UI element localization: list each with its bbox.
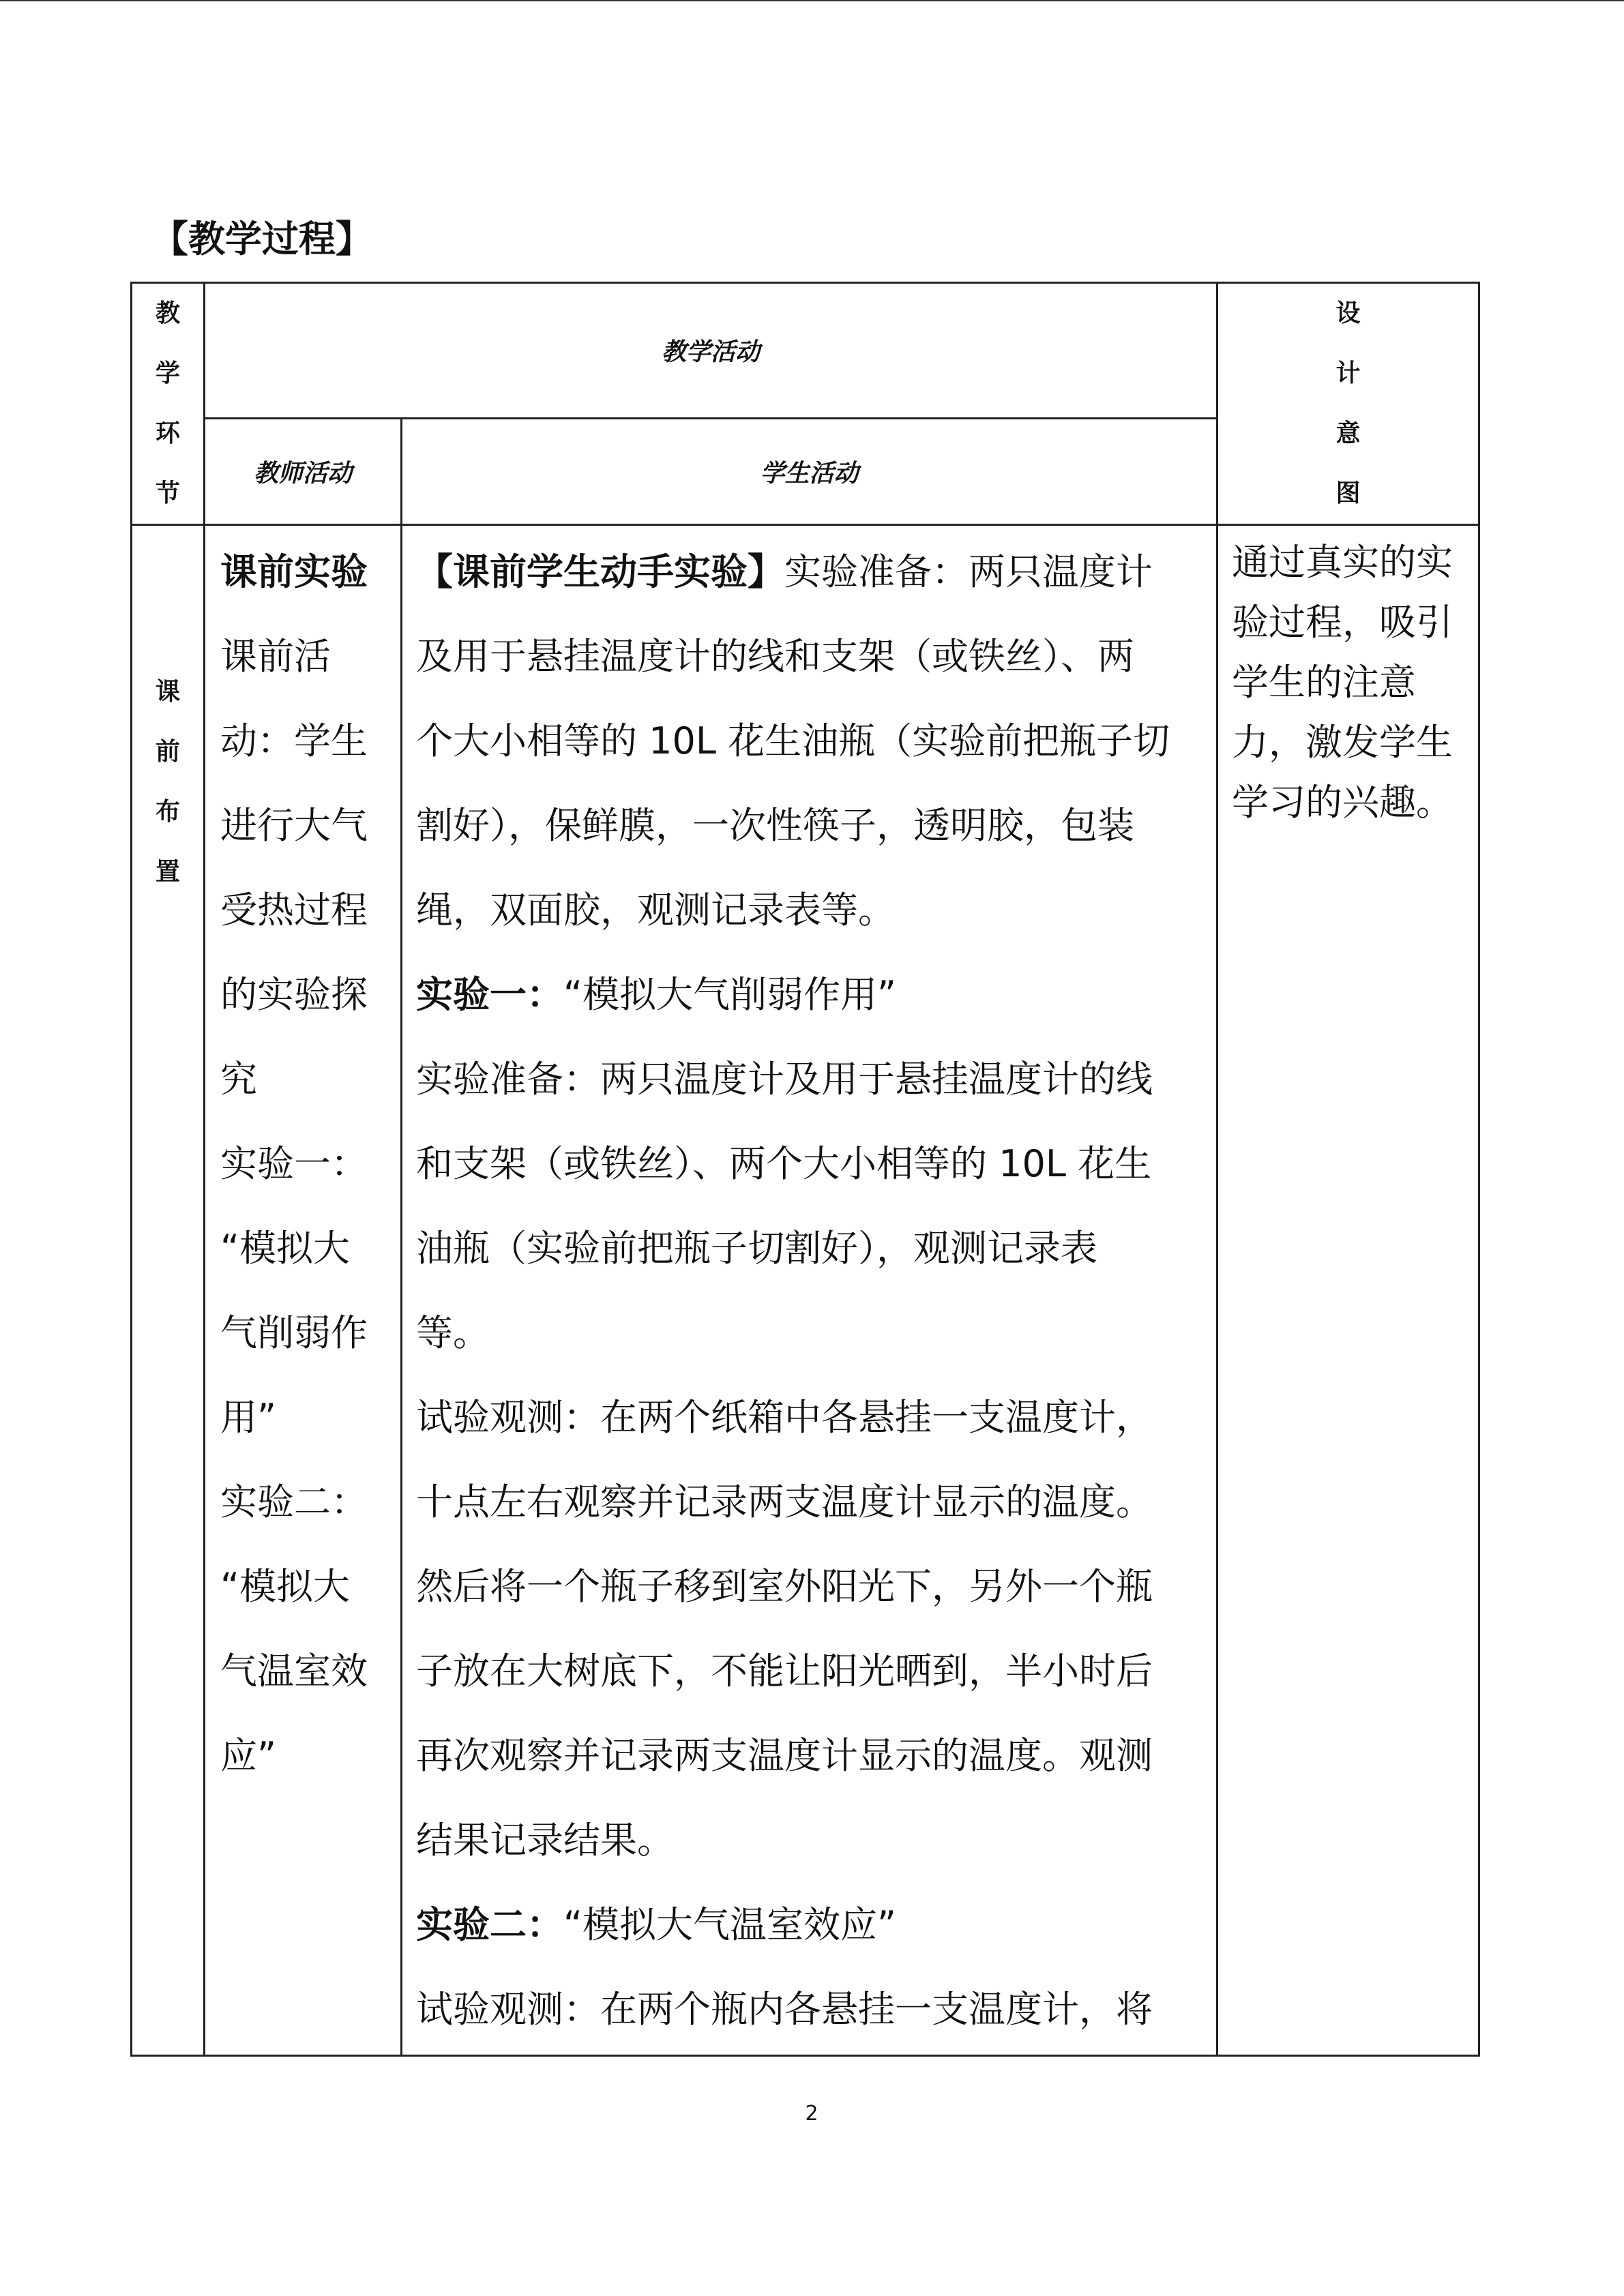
stage-label: 课 前 布 置 xyxy=(155,678,180,886)
teacher-activity-cell xyxy=(205,525,402,2056)
experiment-2-heading: 实验二：“模拟大气温室效应” xyxy=(416,1903,896,1946)
design-intent-text: 通过真实的实 验过程，吸引 学生的注意 力，激发学生 学习的兴趣。 xyxy=(1232,541,1453,824)
stage-header-label: 教 学 环 节 xyxy=(155,299,180,507)
teacher-header-cell xyxy=(205,418,402,524)
student-header-label: 学生活动 xyxy=(760,459,859,488)
section-title: 【教学过程】 xyxy=(151,218,372,260)
top-border-line xyxy=(0,0,1624,1)
experiment-1-heading: 实验一：“模拟大气削弱作用” xyxy=(416,973,896,1016)
student-activity-cell xyxy=(402,525,1217,2056)
stage-cell xyxy=(132,525,205,2056)
teacher-header-label: 教师活动 xyxy=(253,459,352,488)
student-header-cell xyxy=(402,418,1217,524)
content-row xyxy=(132,525,1479,2056)
design-header-cell xyxy=(1217,283,1479,525)
stage-header-cell xyxy=(132,283,205,525)
activity-header-cell xyxy=(205,283,1217,419)
activity-header-label: 教学活动 xyxy=(662,338,761,367)
page-number: 2 xyxy=(805,2102,818,2126)
student-intro-line: 【课前学生动手实验】实验准备：两只温度计 xyxy=(416,550,1153,593)
design-intent-cell xyxy=(1217,525,1479,2056)
teaching-process-table xyxy=(130,282,1480,2057)
student-activity-text: 【课前学生动手实验】实验准备：两只温度计 及用于悬挂温度计的线和支架（或铁丝）、两 个大小相等的 10L 花生油瓶（实验前把瓶子切 割好），保鲜膜，一次性筷子，透明胶，包装 绳，双面胶，观测记录表等。 实验一：“模拟大气削弱作用” 实验准备：两只温度计及用于悬挂温度计的线 和支架（或铁丝）、两个大小相等的 10L 花生 油瓶（实验前把瓶子切割好），观测记录表 等。 试验观测：在两个纸箱中各悬挂一支温度计， 十点左右观察并记录两支温度计显示的温度。 然后将一个瓶子移到室外阳光下，另外一个瓶 子放在大树底下，不能让阳光晒到，半小时后 再次观察并记录两支温度计显示的温度。观测 结果记录结果。 实验二：“模拟大气温室效应” 试验观测：在两个瓶内各悬挂一支温度计，将 xyxy=(402,526,1216,2052)
header-row-1 xyxy=(132,283,1479,419)
design-header-label: 设 计 意 图 xyxy=(1335,299,1361,507)
teacher-activity-text: 课前实验 课前活 动：学生 进行大气 受热过程 的实验探 究 实验一： “模拟大 气削弱作 用” 实验二： “模拟大 气温室效 应” xyxy=(220,550,368,1777)
